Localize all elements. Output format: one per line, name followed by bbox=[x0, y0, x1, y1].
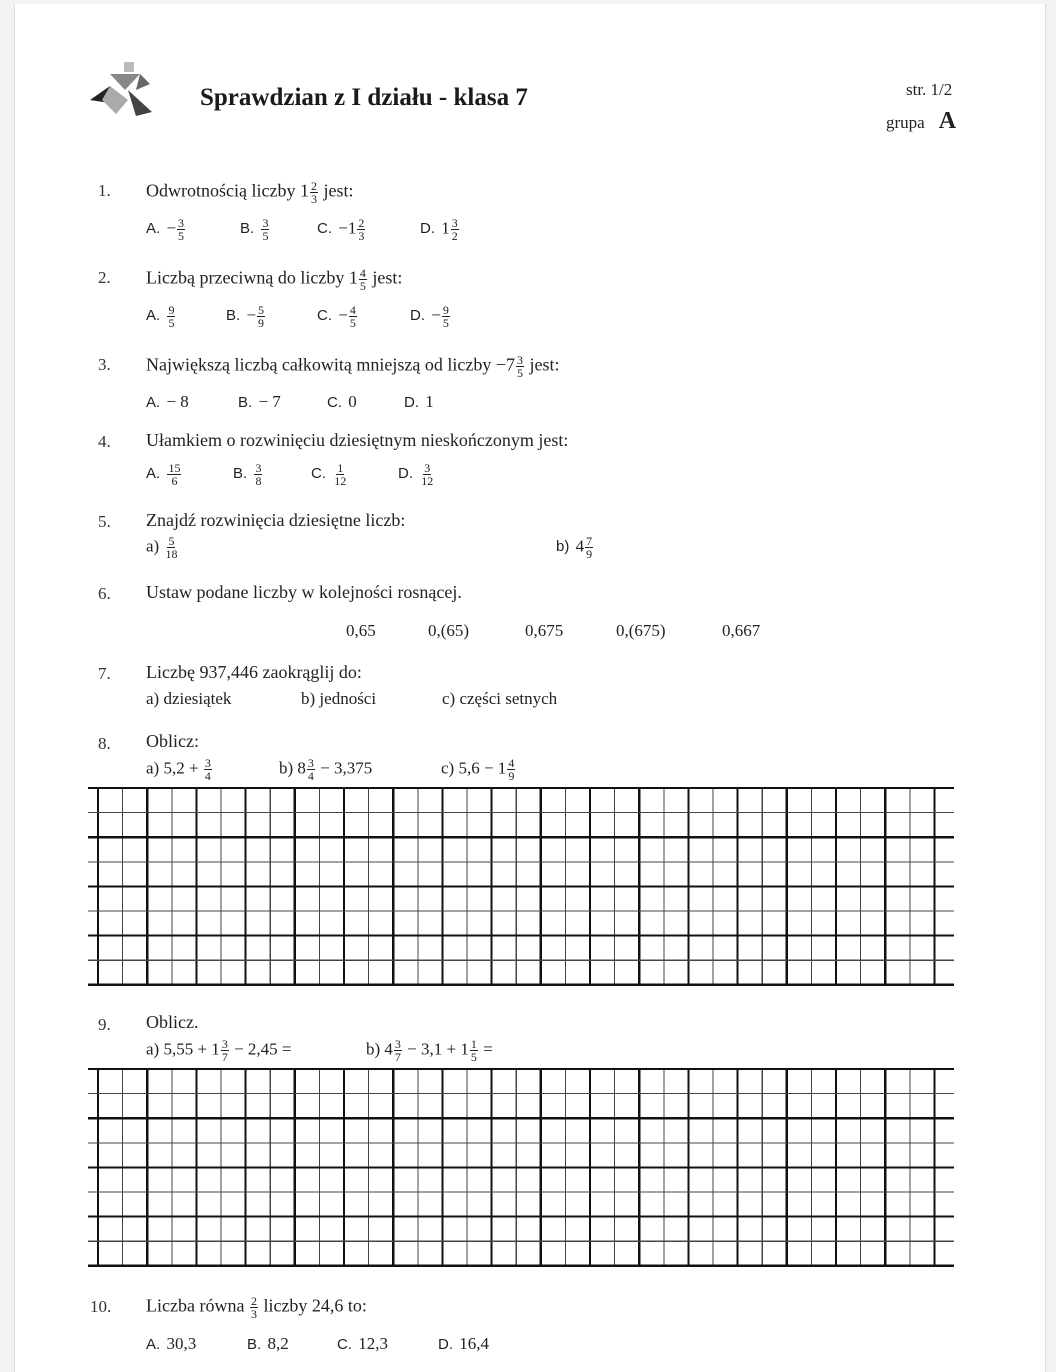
q9-item-b: b) 4 $\frac{3}{7}$ − 3,1 + 1 $\frac{1}{5}$ = bbox=[366, 1037, 493, 1064]
q4-option-a[interactable]: A. $\frac{15}{6}$ bbox=[146, 461, 181, 488]
q2-option-b[interactable]: B. − $\frac{5}{9}$ bbox=[226, 303, 265, 330]
logo-icon bbox=[88, 60, 158, 118]
question-number: 2. bbox=[98, 268, 111, 287]
q6-value: 0,(675) bbox=[616, 621, 666, 640]
q10-option-c[interactable]: C. 12,3 bbox=[337, 1334, 388, 1353]
q2-option-d[interactable]: D. − $\frac{9}{5}$ bbox=[410, 303, 449, 330]
q7-item-c: c) części setnych bbox=[442, 689, 558, 708]
q4-option-b[interactable]: B. $\frac{3}{8}$ bbox=[233, 461, 262, 488]
q10-option-b[interactable]: B. 8,2 bbox=[247, 1334, 289, 1353]
question-number: 9. bbox=[98, 1015, 111, 1034]
question-7-text: Liczbę 937,446 zaokrąglij do: bbox=[146, 662, 362, 682]
answer-grid-q9[interactable] bbox=[86, 1067, 954, 1271]
q9-item-a: a) 5,55 + 1 $\frac{3}{7}$ − 2,45 = bbox=[146, 1037, 292, 1064]
question-6-text: Ustaw podane liczby w kolejności rosnącej. bbox=[146, 582, 462, 602]
question-2-text: Liczbą przeciwną do liczby 1 $\frac{4}{5}$ jest: bbox=[146, 266, 403, 293]
q5-item-b: b) 4 $\frac{7}{9}$ bbox=[556, 534, 593, 561]
q4-option-d[interactable]: D. $\frac{3}{12}$ bbox=[398, 461, 434, 488]
q6-value: 0,667 bbox=[722, 621, 761, 640]
q3-option-d[interactable]: D. 1 bbox=[404, 392, 434, 411]
q1-option-a[interactable]: A. − $\frac{3}{5}$ bbox=[146, 216, 185, 243]
q6-value: 0,(65) bbox=[428, 621, 470, 640]
q7-item-b: b) jedności bbox=[301, 689, 377, 708]
q2-option-c[interactable]: C. − $\frac{4}{5}$ bbox=[317, 303, 356, 330]
q10-option-a[interactable]: A. 30,3 bbox=[146, 1334, 197, 1353]
question-5-text: Znajdź rozwinięcia dziesiętne liczb: bbox=[146, 510, 406, 530]
question-10-text: Liczba równa $\frac{2}{3}$ liczby 24,6 to: bbox=[146, 1294, 367, 1321]
q8-item-c: c) 5,6 − 1 $\frac{4}{9}$ bbox=[441, 756, 515, 783]
question-3-text: Największą liczbą całkowitą mniejszą od liczby −7 $\frac{3}{5}$ jest: bbox=[146, 353, 560, 380]
question-4-text: Ułamkiem o rozwinięciu dziesiętnym nieskończonym jest: bbox=[146, 430, 569, 450]
question-9-text: Oblicz. bbox=[146, 1012, 199, 1032]
q3-option-b[interactable]: B. − 7 bbox=[238, 392, 281, 411]
question-number: 7. bbox=[98, 664, 111, 683]
group-letter: A bbox=[938, 108, 957, 134]
q1-option-b[interactable]: B. $\frac{3}{5}$ bbox=[240, 216, 269, 243]
group-indicator bbox=[886, 108, 956, 135]
question-number: 5. bbox=[98, 512, 111, 531]
q2-option-a[interactable]: A. $\frac{9}{5}$ bbox=[146, 303, 175, 330]
question-number: 3. bbox=[98, 355, 111, 374]
question-number: 1. bbox=[98, 181, 111, 200]
q8-item-b: b) 8 $\frac{3}{4}$ − 3,375 bbox=[279, 756, 373, 783]
question-1-text: Odwrotnością liczby 1 $\frac{2}{3}$ jest: bbox=[146, 179, 354, 206]
q6-value: 0,65 bbox=[346, 621, 376, 640]
q1-option-d[interactable]: D. 1 $\frac{3}{2}$ bbox=[420, 216, 458, 243]
q4-option-c[interactable]: C. $\frac{1}{12}$ bbox=[311, 461, 347, 488]
question-number: 10. bbox=[90, 1297, 112, 1316]
question-number: 8. bbox=[98, 734, 111, 753]
group-label: grupa bbox=[886, 113, 925, 132]
q1-option-c[interactable]: C. −1 $\frac{2}{3}$ bbox=[317, 216, 365, 243]
page-number: str. 1/2 bbox=[906, 80, 953, 99]
q8-item-a: a) 5,2 + $\frac{3}{4}$ bbox=[146, 756, 211, 783]
q5-item-a: a) $\frac{5}{18}$ bbox=[146, 534, 178, 561]
question-number: 6. bbox=[98, 584, 111, 603]
question-8-text: Oblicz: bbox=[146, 731, 199, 751]
q6-value: 0,675 bbox=[525, 621, 564, 640]
q10-option-d[interactable]: D. 16,4 bbox=[438, 1334, 489, 1353]
question-number: 4. bbox=[98, 432, 111, 451]
q3-option-c[interactable]: C. 0 bbox=[327, 392, 357, 411]
q7-item-a: a) dziesiątek bbox=[146, 689, 232, 708]
q3-option-a[interactable]: A. − 8 bbox=[146, 392, 189, 411]
page-title: Sprawdzian z I działu - klasa 7 bbox=[200, 84, 528, 111]
answer-grid-q8[interactable] bbox=[86, 786, 954, 990]
